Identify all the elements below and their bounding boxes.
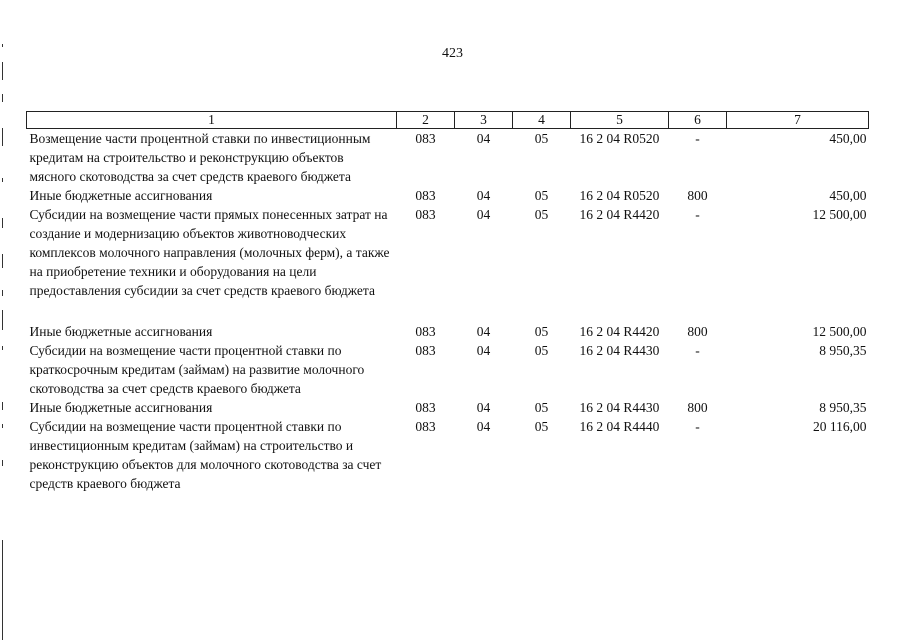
page-number: 423	[442, 46, 463, 61]
item-csr: 16 2 04 R4420	[579, 324, 660, 339]
item-name: Иные бюджетные ассигнования	[29, 400, 213, 415]
spacer-row	[27, 300, 869, 322]
item-amount: 450,00	[829, 188, 867, 203]
item-csr: 16 2 04 R4430	[579, 400, 660, 415]
header-col-3: 3	[455, 112, 513, 129]
header-col-5: 5	[571, 112, 669, 129]
item-gr: 083	[415, 419, 436, 434]
item-amount: 8 950,35	[819, 343, 867, 358]
item-name: Субсидии на возмещение части прямых понесенных затрат на создание и модернизацию объектов животноводческих комплексов молочного направления (молочных ферм), а также на приобретение техники и оборудования на цели предоставления субсидии за счет средств краевого бюджета	[29, 207, 390, 298]
scan-edge-marks	[2, 0, 6, 640]
header-col-1: 1	[27, 112, 397, 129]
item-name: Возмещение части процентной ставки по инвестиционным кредитам на строительство и реконструкцию объектов мясного скотоводства за счет средств краевого бюджета	[29, 131, 371, 184]
item-pr: 05	[534, 400, 549, 415]
scan-mark	[2, 460, 3, 466]
item-amount: 12 500,00	[812, 207, 867, 222]
table-row	[27, 341, 869, 398]
item-pr: 05	[534, 188, 549, 203]
item-amount: 12 500,00	[812, 324, 867, 339]
item-csr: 16 2 04 R4440	[579, 419, 660, 434]
table-row	[27, 322, 869, 341]
scan-mark	[2, 62, 3, 80]
scan-mark	[2, 346, 3, 350]
table-header	[27, 112, 869, 129]
item-name: Иные бюджетные ассигнования	[29, 324, 213, 339]
item-name: Субсидии на возмещение части процентной ставки по инвестиционным кредитам (займам) на строительство и реконструкцию объектов для молочного скотоводства за счет средств краевого бюджета	[29, 419, 382, 491]
item-amount: 450,00	[829, 131, 867, 146]
item-rz: 04	[476, 207, 491, 222]
header-col-6: 6	[669, 112, 727, 129]
item-name: Субсидии на возмещение части процентной ставки по краткосрочным кредитам (займам) на развитие молочного скотоводства за счет средств краевого бюджета	[29, 343, 365, 396]
item-name: Иные бюджетные ассигнования	[29, 188, 213, 203]
item-pr: 05	[534, 131, 549, 146]
scan-mark	[2, 128, 3, 146]
scan-mark	[2, 402, 3, 410]
item-rz: 04	[476, 400, 491, 415]
item-gr: 083	[415, 400, 436, 415]
item-rz: 04	[476, 188, 491, 203]
item-rz: 04	[476, 419, 491, 434]
item-csr: 16 2 04 R0520	[579, 131, 660, 146]
item-vr: 800	[687, 324, 708, 339]
table-body	[27, 129, 869, 494]
item-pr: 05	[534, 207, 549, 222]
spacer-cell	[27, 300, 869, 322]
table-row	[27, 129, 869, 187]
header-col-4: 4	[513, 112, 571, 129]
item-vr: -	[695, 207, 700, 222]
scan-mark	[2, 218, 3, 228]
item-csr: 16 2 04 R4430	[579, 343, 660, 358]
scan-mark	[2, 424, 3, 428]
item-gr: 083	[415, 343, 436, 358]
scan-mark	[2, 44, 3, 47]
item-pr: 05	[534, 343, 549, 358]
item-vr: -	[695, 419, 700, 434]
header-col-2: 2	[397, 112, 455, 129]
item-gr: 083	[415, 207, 436, 222]
scan-mark	[2, 254, 3, 268]
table-row	[27, 205, 869, 300]
item-rz: 04	[476, 131, 491, 146]
item-gr: 083	[415, 131, 436, 146]
item-vr: 800	[687, 400, 708, 415]
table-row	[27, 417, 869, 493]
budget-table	[26, 111, 869, 493]
scan-mark	[2, 290, 3, 296]
item-pr: 05	[534, 419, 549, 434]
item-amount: 8 950,35	[819, 400, 867, 415]
item-csr: 16 2 04 R0520	[579, 188, 660, 203]
item-gr: 083	[415, 324, 436, 339]
header-col-7: 7	[727, 112, 869, 129]
item-vr: 800	[687, 188, 708, 203]
item-vr: -	[695, 343, 700, 358]
item-vr: -	[695, 131, 700, 146]
item-gr: 083	[415, 188, 436, 203]
item-csr: 16 2 04 R4420	[579, 207, 660, 222]
item-amount: 20 116,00	[813, 419, 867, 434]
scan-mark	[2, 310, 3, 330]
item-pr: 05	[534, 324, 549, 339]
table-row	[27, 186, 869, 205]
scan-mark	[2, 540, 3, 640]
header-row	[27, 112, 869, 129]
scan-mark	[2, 94, 3, 102]
table-row	[27, 398, 869, 417]
scan-mark	[2, 178, 3, 182]
item-rz: 04	[476, 324, 491, 339]
item-rz: 04	[476, 343, 491, 358]
